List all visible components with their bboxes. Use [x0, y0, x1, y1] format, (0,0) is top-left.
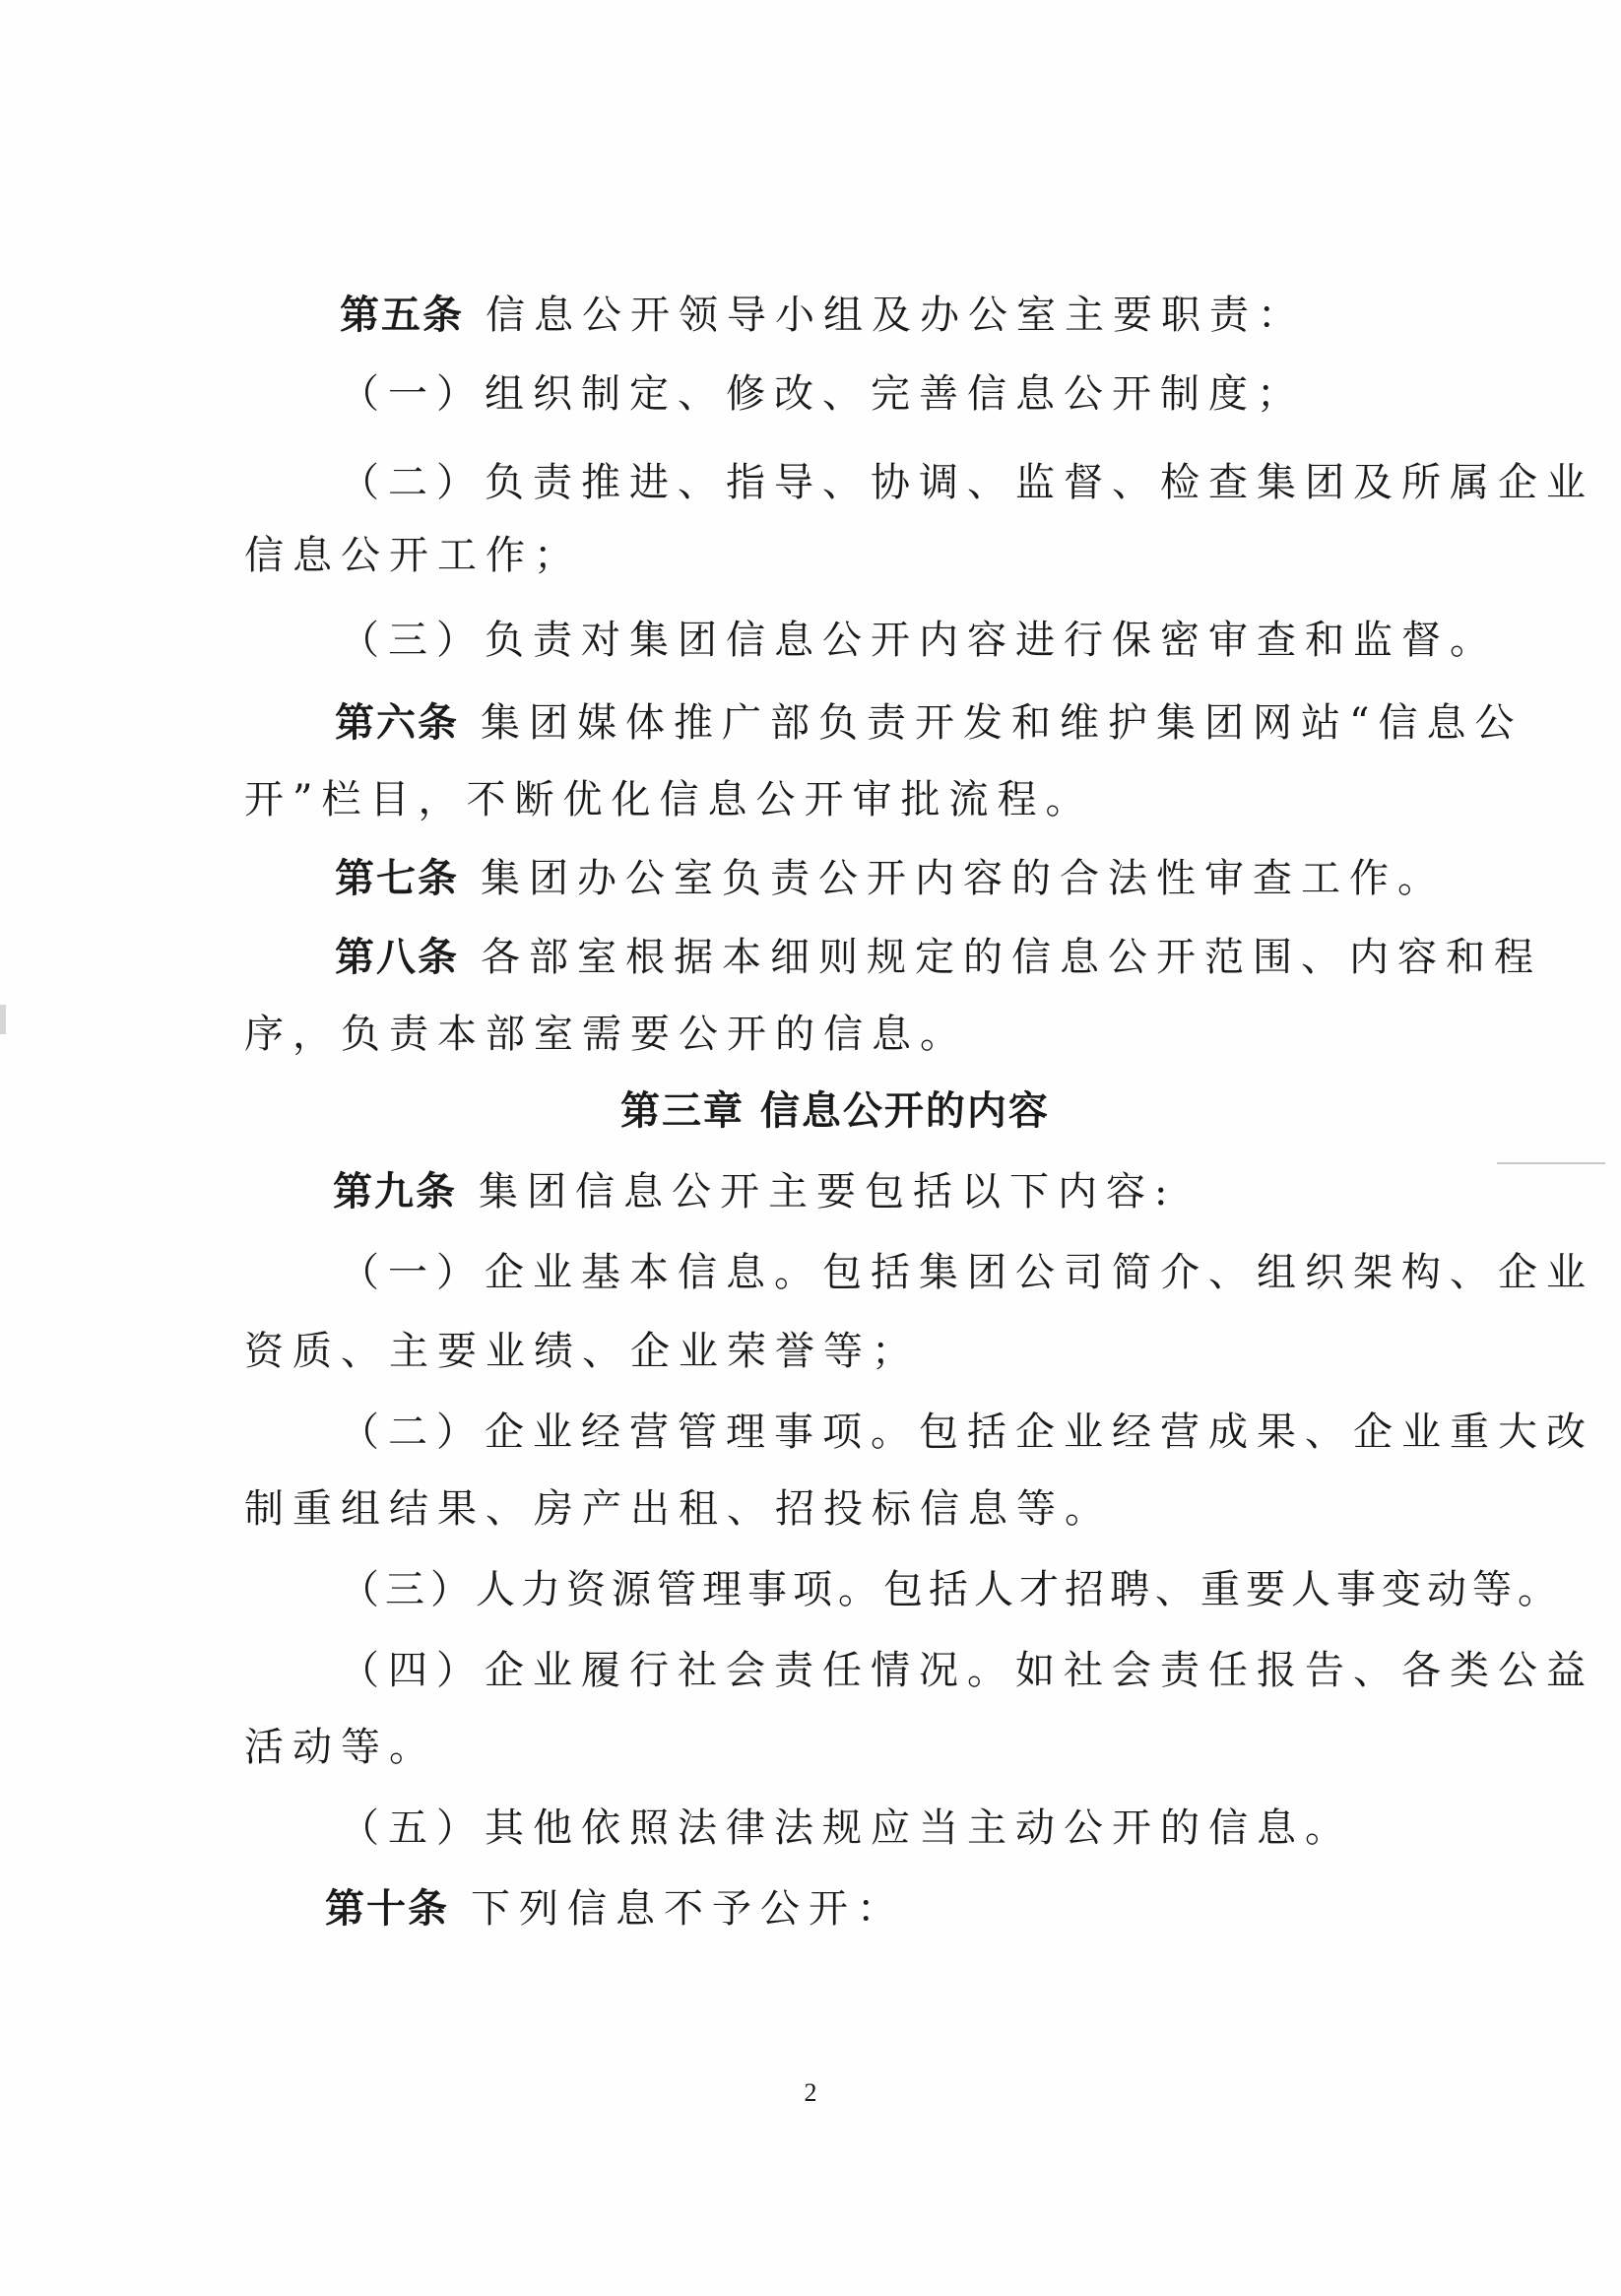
- article-9-item-1-line-2: 资质、主要业绩、企业荣誉等；: [244, 1329, 920, 1374]
- article-8-text-1: 各部室根据本细则规定的信息公开范围、内容和程: [481, 935, 1542, 980]
- article-6-text-1: 集团媒体推广部负责开发和维护集团网站“信息公: [481, 700, 1524, 746]
- article-9-item-2-line-1: （二）企业经营管理事项。包括企业经营成果、企业重大改: [340, 1410, 1594, 1455]
- article-5-item-2-line-2: 信息公开工作；: [244, 533, 582, 578]
- article-8-line-2: 序，负责本部室需要公开的信息。: [244, 1012, 968, 1057]
- article-5-item-1: （一）组织制定、修改、完善信息公开制度；: [340, 371, 1305, 417]
- article-7-title: 第七条: [335, 856, 459, 901]
- article-7: [335, 855, 1446, 902]
- scan-artifact-edge: [0, 1005, 6, 1034]
- article-9-item-4-line-1: （四）企业履行社会责任情况。如社会责任报告、各类公益: [340, 1648, 1594, 1693]
- article-6-line-2: 开”栏目，不断优化信息公开审批流程。: [244, 777, 1094, 822]
- article-9-text: 集团信息公开主要包括以下内容:: [479, 1169, 1177, 1214]
- article-5-title: 第五条: [340, 293, 464, 338]
- article-9-item-4-line-2: 活动等。: [244, 1725, 437, 1770]
- article-6-line-1: [335, 699, 1523, 747]
- article-9-title: 第九条: [333, 1169, 457, 1214]
- article-9: [333, 1168, 1176, 1215]
- chapter-3-heading: 第三章 信息公开的内容: [620, 1088, 1050, 1134]
- article-5: [340, 292, 1306, 339]
- article-5-item-2-line-1: （二）负责推进、指导、协调、监督、检查集团及所属企业: [340, 460, 1594, 505]
- article-6-title: 第六条: [335, 700, 459, 746]
- article-9-item-1-line-1: （一）企业基本信息。包括集团公司简介、组织架构、企业: [340, 1250, 1594, 1295]
- article-7-text: 集团办公室负责公开内容的合法性审查工作。: [481, 856, 1446, 901]
- article-9-item-3: （三）人力资源管理事项。包括人才招聘、重要人事变动等。: [340, 1567, 1563, 1612]
- article-5-text: 信息公开领导小组及办公室主要职责：: [486, 293, 1306, 338]
- article-8-title: 第八条: [335, 935, 459, 980]
- article-9-item-5: （五）其他依照法律法规应当主动公开的信息。: [340, 1805, 1353, 1851]
- scan-artifact-line: [1497, 1162, 1605, 1164]
- article-5-item-3: （三）负责对集团信息公开内容进行保密审查和监督。: [340, 618, 1498, 663]
- article-10-title: 第十条: [325, 1886, 449, 1932]
- page-number: 2: [804, 2078, 817, 2107]
- article-9-item-2-line-2: 制重组结果、房产出租、招投标信息等。: [244, 1486, 1113, 1532]
- article-10-text: 下列信息不予公开：: [471, 1886, 905, 1932]
- article-8-line-1: [335, 934, 1542, 981]
- article-10: [325, 1885, 905, 1933]
